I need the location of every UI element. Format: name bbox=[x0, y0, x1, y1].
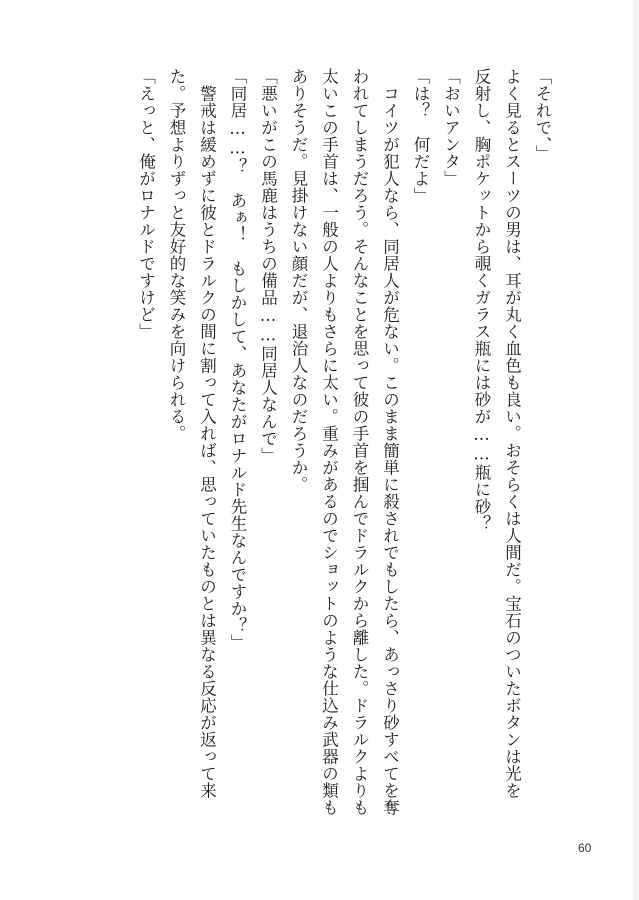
text-line-13: た。予想よりずっと友好的な笑みを向けられる。 bbox=[167, 68, 186, 442]
text-line-7: われてしまうだろう。そんなことを思って彼の手首を掴んでドラルクから離した。ドラルクよりも bbox=[350, 68, 369, 816]
text-line-10: 「悪いがこの馬鹿はうちの備品……同居人なんで」 bbox=[258, 68, 278, 464]
text-line-9: ありそうだ。見掛けない顔だが、退治人なのだろうか。 bbox=[289, 68, 308, 493]
text-line-5: 「は？ 何だよ」 bbox=[411, 68, 430, 204]
text-line-2: よく見るとスーツの男は、耳が丸く血色も良い。おそらくは人間だ。宝石のついたボタンは光を bbox=[502, 68, 522, 799]
text-line-8: 太いこの手首は、一般の人よりもさらに太い。重みがあるのでショットのような仕込み武器の類も bbox=[319, 68, 339, 816]
page-number: 60 bbox=[578, 841, 592, 855]
vertical-text-body bbox=[130, 68, 557, 848]
text-line-6: コイツが犯人なら、同居人が危ない。このまま簡単に殺されでもしたら、あっさり砂すべてを奪 bbox=[380, 68, 400, 816]
text-line-11: 「同居……？ あぁ！ もしかして、あなたがロナルド先生なんですか？」 bbox=[228, 68, 247, 651]
text-line-12: 警戒は緩めずに彼とドラルクの間に割って入れば、思っていたものとは異なる反応が返って来 bbox=[197, 68, 217, 799]
page-edge-shadow bbox=[633, 0, 639, 900]
text-line-1: 「それで、」 bbox=[533, 68, 552, 162]
text-line-3: 反射し、胸ポケットから覗くガラス瓶には砂が……瓶に砂？ bbox=[472, 68, 491, 532]
text-line-14: 「えっと、俺がロナルドですけど」 bbox=[136, 68, 156, 340]
text-line-4: 「おいアンタ」 bbox=[441, 68, 461, 187]
